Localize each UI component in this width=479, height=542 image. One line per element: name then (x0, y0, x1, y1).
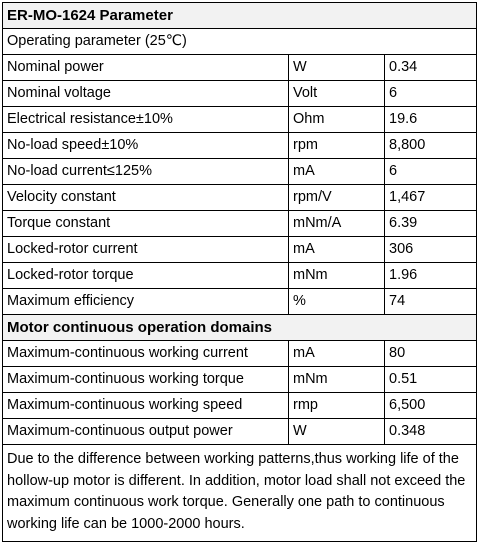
param-value: 0.34 (385, 55, 477, 81)
note-row (3, 445, 477, 542)
working-life-note: Due to the difference between working patterns,thus working life of the hollow-up motor is different. In addition, motor load shall not exceed the maximum continuous work torque. Generally one path to continuous working life can be 1000-2000 hours. (3, 445, 477, 542)
table-row (3, 289, 477, 315)
param-value: 1.96 (385, 263, 477, 289)
param-value: 19.6 (385, 107, 477, 133)
param-name: Nominal voltage (3, 81, 289, 107)
param-value: 0.348 (385, 419, 477, 445)
operating-row (3, 29, 477, 55)
param-name: Maximum-continuous working current (3, 341, 289, 367)
param-name: No-load speed±10% (3, 133, 289, 159)
param-unit: mNm (289, 367, 385, 393)
table-row (3, 367, 477, 393)
title-row (3, 3, 477, 29)
table-row (3, 185, 477, 211)
param-name: Locked-rotor torque (3, 263, 289, 289)
param-unit: mNm/A (289, 211, 385, 237)
param-value: 306 (385, 237, 477, 263)
param-value: 6,500 (385, 393, 477, 419)
parameter-table (2, 2, 477, 542)
param-unit: mNm (289, 263, 385, 289)
table-row (3, 419, 477, 445)
section-row (3, 315, 477, 341)
param-name: Maximum-continuous working speed (3, 393, 289, 419)
param-unit: W (289, 419, 385, 445)
param-value: 6 (385, 81, 477, 107)
param-value: 8,800 (385, 133, 477, 159)
param-name: Locked-rotor current (3, 237, 289, 263)
operating-parameter-label: Operating parameter (25℃) (3, 29, 477, 55)
table-row (3, 81, 477, 107)
param-value: 0.51 (385, 367, 477, 393)
param-name: Nominal power (3, 55, 289, 81)
param-value: 1,467 (385, 185, 477, 211)
param-name: Maximum-continuous output power (3, 419, 289, 445)
param-unit: mA (289, 237, 385, 263)
param-unit: mA (289, 159, 385, 185)
table-row (3, 55, 477, 81)
param-value: 74 (385, 289, 477, 315)
param-unit: Ohm (289, 107, 385, 133)
param-name: Maximum-continuous working torque (3, 367, 289, 393)
param-unit: rpm/V (289, 185, 385, 211)
table-row (3, 159, 477, 185)
param-unit: % (289, 289, 385, 315)
param-unit: rmp (289, 393, 385, 419)
param-unit: Volt (289, 81, 385, 107)
table-row (3, 263, 477, 289)
param-value: 6.39 (385, 211, 477, 237)
param-name: Electrical resistance±10% (3, 107, 289, 133)
table-row (3, 211, 477, 237)
param-name: Velocity constant (3, 185, 289, 211)
param-value: 80 (385, 341, 477, 367)
table-row (3, 107, 477, 133)
param-name: Maximum efficiency (3, 289, 289, 315)
param-unit: mA (289, 341, 385, 367)
table-row (3, 341, 477, 367)
table-row (3, 237, 477, 263)
param-value: 6 (385, 159, 477, 185)
table-title: ER-MO-1624 Parameter (3, 3, 477, 29)
table-row (3, 133, 477, 159)
table-row (3, 393, 477, 419)
param-name: Torque constant (3, 211, 289, 237)
continuous-section-title: Motor continuous operation domains (3, 315, 477, 341)
param-unit: W (289, 55, 385, 81)
param-unit: rpm (289, 133, 385, 159)
parameter-sheet (2, 2, 476, 542)
param-name: No-load current≤125% (3, 159, 289, 185)
